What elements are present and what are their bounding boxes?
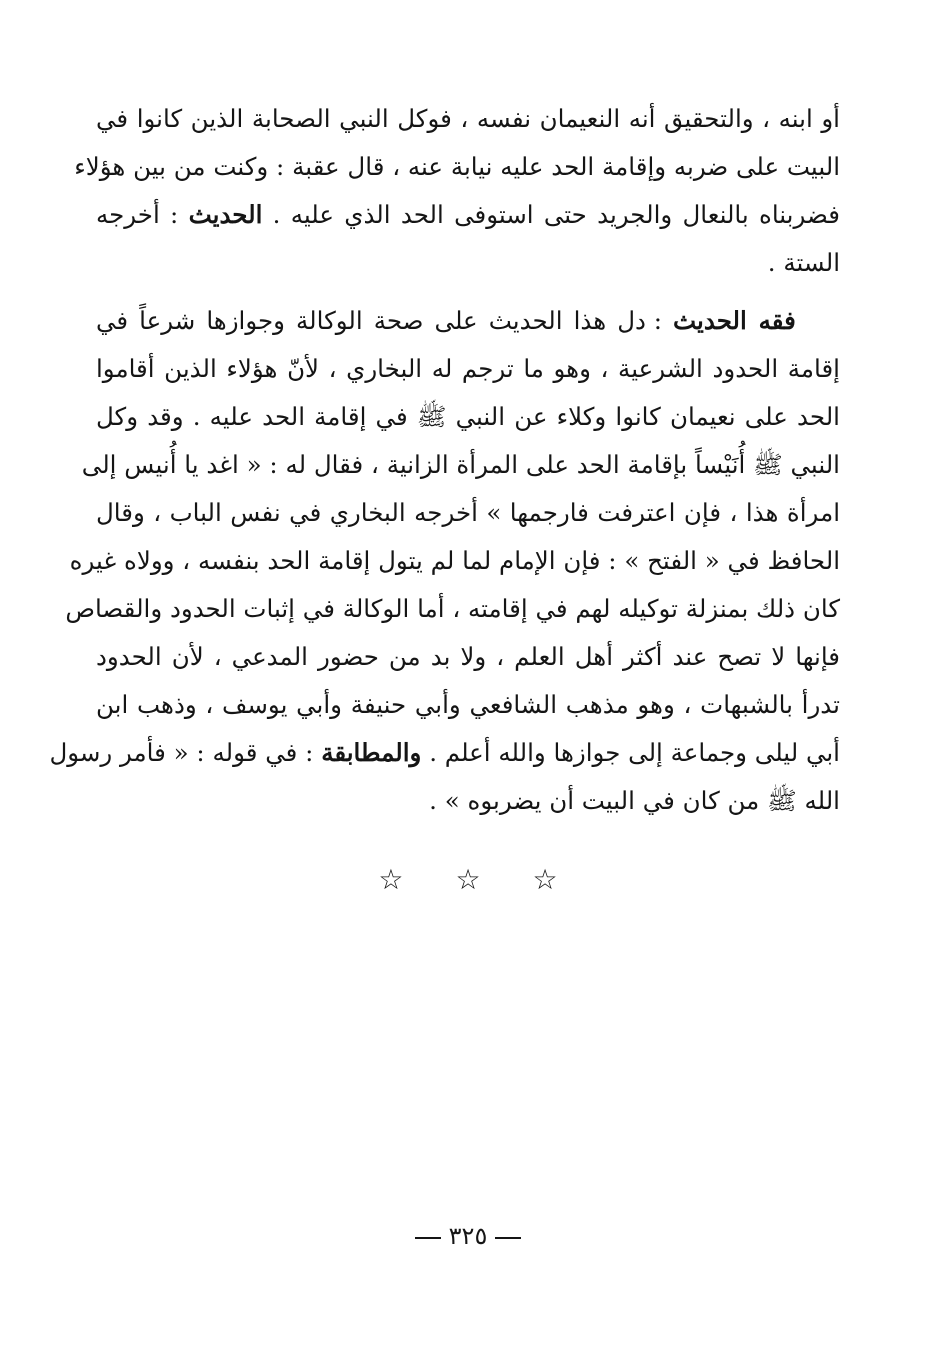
paragraph1-line1: أو ابنه ، والتحقيق أنه النعيمان نفسه ، فوكل النبي الصحابة الذين كانوا في (96, 104, 840, 133)
paragraph-gap (96, 287, 840, 297)
paragraph2-line10-tail: : في قوله : « فأمر رسول (49, 738, 314, 767)
star-icon: ☆ (378, 863, 404, 896)
paragraph2-line2: إقامة الحدود الشرعية ، وهو ما ترجم له البخاري ، لأنّ هؤلاء الذين أقاموا (96, 354, 840, 383)
paragraph2-line5: امرأة هذا ، فإن اعترفت فارجمها » أخرجه البخاري في نفس الباب ، وقال (96, 498, 840, 527)
paragraph1-line4: الستة . (767, 248, 840, 277)
paragraph2-line1-text: : دل هذا الحديث على صحة الوكالة وجوازها شرعاً في (96, 306, 662, 335)
paragraph2-line9: تدرأ بالشبهات ، وهو مذهب الشافعي وأبي حنيفة وأبي يوسف ، وذهب ابن (96, 690, 840, 719)
paragraph2-line10-text: أبي ليلى وجماعة إلى جوازها والله أعلم . (429, 738, 840, 767)
paragraph1-line3-tail: : أخرجه (96, 200, 179, 229)
paragraph2-line1 (96, 297, 840, 345)
page-number-value: ٣٢٥ (448, 1222, 488, 1250)
paragraph1-line3 (96, 191, 840, 239)
paragraph2-line8: فإنها لا تصح عند أكثر أهل العلم ، ولا بد من حضور المدعي ، لأن الحدود (96, 642, 840, 671)
paragraph2-line4: النبي ﷺ أُنَيْساً بإقامة الحد على المرأة الزانية ، فقال له : « اغد يا أُنيس إلى (81, 450, 840, 479)
paragraph1-line3-text: فضربناه بالنعال والجريد حتى استوفى الحد الذي عليه . (272, 200, 840, 229)
hadith-label: الحديث (188, 200, 263, 229)
mutabaqa-label: والمطابقة (321, 738, 422, 767)
star-icon: ☆ (455, 863, 481, 896)
paragraph2-line11: الله ﷺ من كان في البيت أن يضربوه » . (429, 786, 840, 815)
page-number (0, 1218, 936, 1254)
page-number-dash (495, 1237, 521, 1239)
paragraph2-line7: كان ذلك بمنزلة توكيله لهم في إقامته ، أما الوكالة في إثبات الحدود والقصاص (65, 594, 840, 623)
paragraph2-line3: الحد على نعيمان كانوا وكلاء عن النبي ﷺ في إقامة الحد عليه . وقد وكل (96, 402, 840, 431)
page-number-dash (415, 1237, 441, 1239)
paragraph2-line6: الحافظ في « الفتح » : فإن الإمام لما لم يتول إقامة الحد بنفسه ، وولاه غيره (69, 546, 840, 575)
star-icon: ☆ (532, 863, 558, 896)
section-separator (0, 862, 936, 898)
paragraph1-line2: البيت على ضربه وإقامة الحد عليه نيابة عنه ، قال عقبة : وكنت من بين هؤلاء (74, 152, 840, 181)
paragraph2-line10 (49, 729, 840, 777)
body-text (49, 95, 840, 825)
fiqh-hadith-label: فقه الحديث (673, 306, 796, 335)
